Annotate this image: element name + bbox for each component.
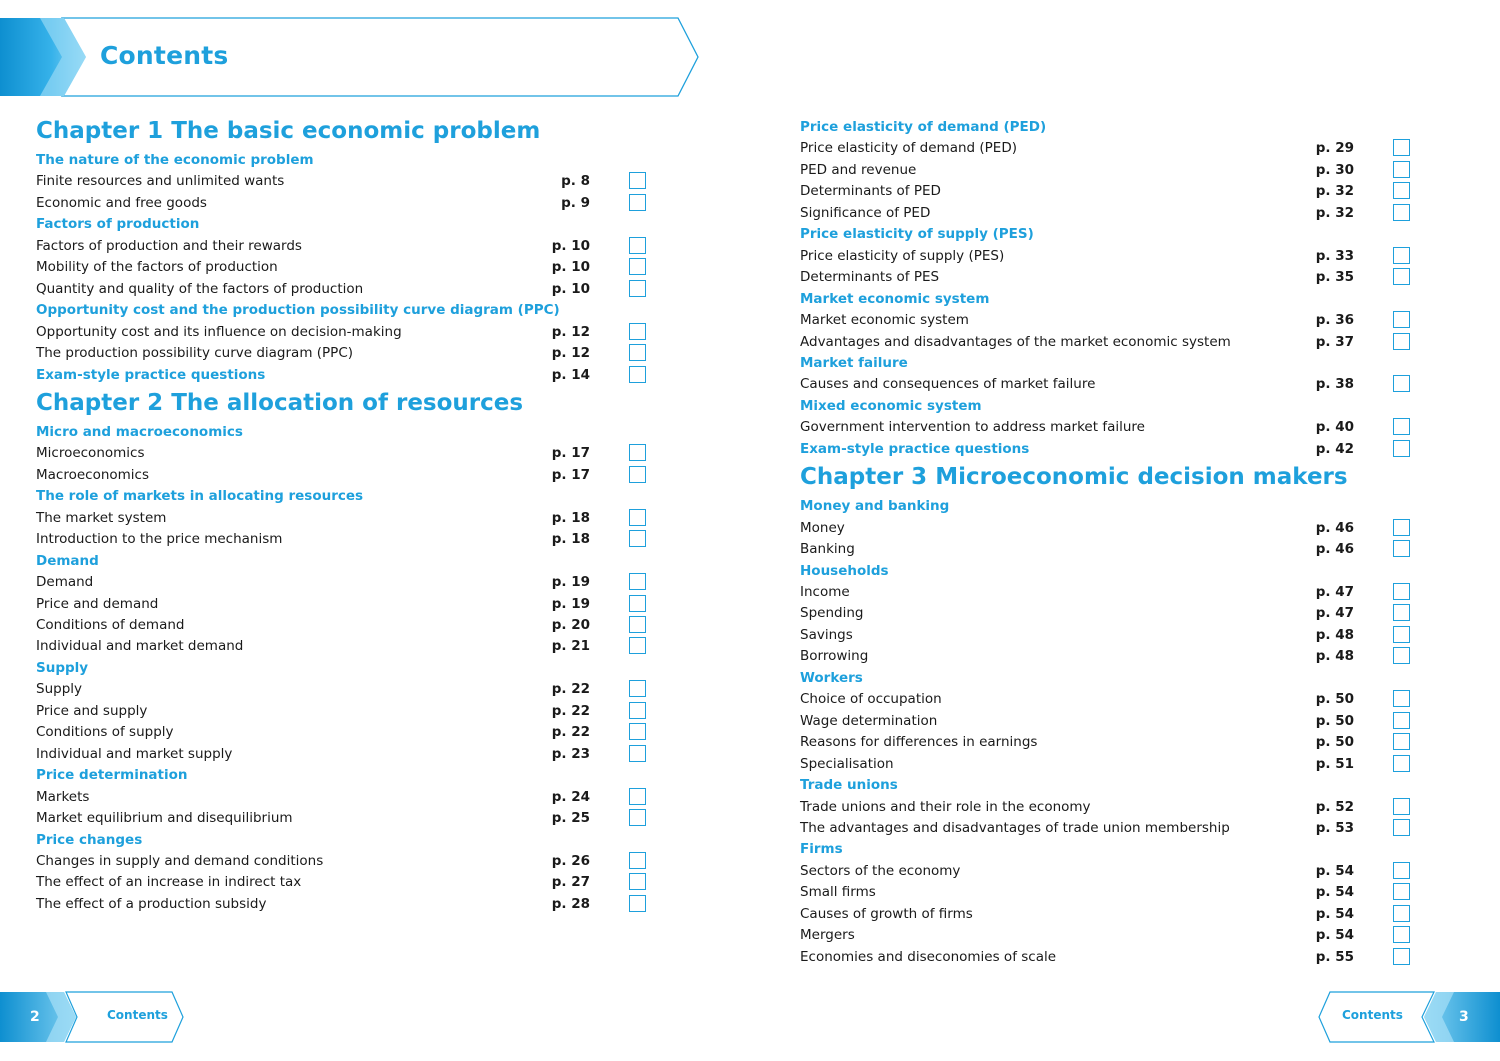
page-reference: p. 50 bbox=[1315, 691, 1354, 708]
revision-checkbox[interactable] bbox=[1393, 182, 1410, 199]
page-reference: p. 54 bbox=[1315, 927, 1354, 944]
page-reference: p. 51 bbox=[1315, 755, 1354, 772]
section-title: Price changes bbox=[36, 831, 143, 848]
topic-row bbox=[800, 181, 1410, 202]
section-title: Exam-style practice questions bbox=[800, 440, 1030, 457]
page-reference: p. 22 bbox=[551, 724, 590, 741]
revision-checkbox[interactable] bbox=[1393, 139, 1410, 156]
revision-checkbox[interactable] bbox=[629, 444, 646, 461]
revision-checkbox[interactable] bbox=[629, 723, 646, 740]
page-reference: p. 54 bbox=[1315, 862, 1354, 879]
section-title: Workers bbox=[800, 669, 863, 686]
topic-title: Quantity and quality of the factors of production bbox=[36, 280, 364, 297]
chapter-title: Chapter 2 The allocation of resources bbox=[36, 389, 524, 416]
topic-title: Significance of PED bbox=[800, 204, 931, 221]
topic-row bbox=[36, 894, 646, 915]
revision-checkbox[interactable] bbox=[629, 194, 646, 211]
revision-checkbox[interactable] bbox=[629, 509, 646, 526]
topic-row bbox=[800, 138, 1410, 159]
revision-checkbox[interactable] bbox=[629, 258, 646, 275]
section-heading bbox=[36, 422, 646, 443]
revision-checkbox[interactable] bbox=[1393, 311, 1410, 328]
section-title: The role of markets in allocating resources bbox=[36, 488, 364, 505]
page-number: 3 bbox=[1459, 1009, 1469, 1025]
page-reference: p. 14 bbox=[551, 366, 590, 383]
revision-checkbox[interactable] bbox=[629, 637, 646, 654]
topic-row bbox=[800, 374, 1410, 395]
page-reference: p. 23 bbox=[551, 745, 590, 762]
section-heading bbox=[36, 658, 646, 679]
section-heading bbox=[800, 353, 1410, 374]
page-reference: p. 35 bbox=[1315, 269, 1354, 286]
topic-row bbox=[36, 529, 646, 550]
revision-checkbox[interactable] bbox=[1393, 905, 1410, 922]
topic-title: Market economic system bbox=[800, 312, 969, 329]
revision-checkbox[interactable] bbox=[629, 745, 646, 762]
topic-row bbox=[36, 679, 646, 700]
page-reference: p. 48 bbox=[1315, 648, 1354, 665]
section-title: Price elasticity of supply (PES) bbox=[800, 226, 1034, 243]
page-reference: p. 9 bbox=[561, 194, 590, 211]
page-reference: p. 52 bbox=[1315, 798, 1354, 815]
page-reference: p. 50 bbox=[1315, 734, 1354, 751]
topic-title: Price elasticity of supply (PES) bbox=[800, 247, 1005, 264]
page-reference: p. 19 bbox=[551, 595, 590, 612]
revision-checkbox[interactable] bbox=[629, 702, 646, 719]
page-reference: p. 50 bbox=[1315, 712, 1354, 729]
section-title: Factors of production bbox=[36, 216, 200, 233]
page-reference: p. 10 bbox=[551, 237, 590, 254]
page-reference: p. 55 bbox=[1315, 948, 1354, 965]
revision-checkbox[interactable] bbox=[629, 366, 646, 383]
page-reference: p. 24 bbox=[551, 788, 590, 805]
topic-row bbox=[36, 701, 646, 722]
topic-title: Borrowing bbox=[800, 648, 869, 665]
topic-title: Finite resources and unlimited wants bbox=[36, 173, 285, 190]
page-reference: p. 32 bbox=[1315, 204, 1354, 221]
page-number: 2 bbox=[30, 1009, 40, 1025]
topic-row bbox=[800, 582, 1410, 603]
chapter-title: Chapter 1 The basic economic problem bbox=[36, 118, 541, 144]
revision-checkbox[interactable] bbox=[629, 466, 646, 483]
topic-row bbox=[36, 171, 646, 192]
section-title: Micro and macroeconomics bbox=[36, 423, 243, 440]
page-reference: p. 18 bbox=[551, 531, 590, 548]
revision-checkbox[interactable] bbox=[629, 680, 646, 697]
section-title: Opportunity cost and the production possibility curve diagram (PPC) bbox=[36, 302, 560, 319]
page-title: Contents bbox=[100, 41, 229, 70]
section-heading bbox=[36, 486, 646, 507]
section-title: Money and banking bbox=[800, 498, 950, 515]
revision-checkbox[interactable] bbox=[1393, 583, 1410, 600]
topic-row bbox=[800, 925, 1410, 946]
topic-row bbox=[800, 160, 1410, 181]
revision-checkbox[interactable] bbox=[1393, 647, 1410, 664]
topic-title: Market equilibrium and disequilibrium bbox=[36, 810, 293, 827]
section-title: Exam-style practice questions bbox=[36, 366, 266, 383]
page-reference: p. 53 bbox=[1315, 819, 1354, 836]
topic-title: Government intervention to address market failure bbox=[800, 419, 1145, 436]
topic-row bbox=[800, 267, 1410, 288]
revision-checkbox[interactable] bbox=[1393, 418, 1410, 435]
topic-row bbox=[800, 861, 1410, 882]
footer-right-arrow-graphic bbox=[1310, 990, 1500, 1044]
section-heading bbox=[36, 300, 646, 321]
section-heading bbox=[800, 496, 1410, 517]
page-reference: p. 29 bbox=[1315, 140, 1354, 157]
page-reference: p. 12 bbox=[551, 345, 590, 362]
topic-title: The market system bbox=[36, 509, 167, 526]
topic-title: Economic and free goods bbox=[36, 194, 207, 211]
revision-checkbox[interactable] bbox=[629, 530, 646, 547]
topic-title: The effect of a production subsidy bbox=[36, 895, 267, 912]
topic-title: Individual and market supply bbox=[36, 745, 233, 762]
revision-checkbox[interactable] bbox=[629, 595, 646, 612]
section-heading bbox=[36, 150, 646, 171]
revision-checkbox[interactable] bbox=[1393, 604, 1410, 621]
topic-title: Conditions of supply bbox=[36, 724, 174, 741]
topic-title: Determinants of PES bbox=[800, 269, 940, 286]
page-reference: p. 25 bbox=[551, 810, 590, 827]
section-title: Firms bbox=[800, 841, 843, 858]
page-reference: p. 46 bbox=[1315, 519, 1354, 536]
section-heading bbox=[800, 289, 1410, 310]
topic-row bbox=[800, 646, 1410, 667]
page-reference: p. 54 bbox=[1315, 884, 1354, 901]
page-reference: p. 20 bbox=[551, 617, 590, 633]
topic-row bbox=[36, 257, 646, 278]
topic-title: Reasons for differences in earnings bbox=[800, 734, 1038, 751]
footer-label: Contents bbox=[107, 1008, 168, 1022]
contents-header-banner bbox=[0, 0, 705, 100]
revision-checkbox[interactable] bbox=[1393, 333, 1410, 350]
topic-title: Advantages and disadvantages of the market economic system bbox=[800, 333, 1231, 350]
topic-title: Changes in supply and demand conditions bbox=[36, 852, 324, 869]
page-reference: p. 22 bbox=[551, 702, 590, 719]
section-heading bbox=[800, 839, 1410, 860]
chapter-title: Chapter 3 Microeconomic decision makers bbox=[800, 464, 1348, 491]
topic-title: Factors of production and their rewards bbox=[36, 237, 302, 254]
topic-title: Causes of growth of firms bbox=[800, 905, 973, 922]
topic-title: Spending bbox=[800, 605, 864, 622]
section-title: Trade unions bbox=[800, 777, 898, 794]
page-reference: p. 10 bbox=[551, 259, 590, 276]
page-reference: p. 28 bbox=[551, 895, 590, 912]
topic-title: Sectors of the economy bbox=[800, 862, 961, 879]
revision-checkbox[interactable] bbox=[1393, 948, 1410, 965]
topic-title: Economies and diseconomies of scale bbox=[800, 948, 1057, 965]
page-reference: p. 32 bbox=[1315, 183, 1354, 200]
section-title: The nature of the economic problem bbox=[36, 152, 314, 168]
topic-row bbox=[36, 465, 646, 486]
topic-title: Markets bbox=[36, 788, 90, 805]
revision-checkbox[interactable] bbox=[629, 344, 646, 361]
topic-title: Savings bbox=[800, 626, 853, 643]
page-reference: p. 27 bbox=[551, 874, 590, 891]
section-heading bbox=[36, 830, 646, 851]
revision-checkbox[interactable] bbox=[629, 616, 646, 633]
topic-row bbox=[36, 808, 646, 829]
page-reference: p. 8 bbox=[561, 173, 590, 190]
page-reference: p. 54 bbox=[1315, 905, 1354, 922]
topic-title: Microeconomics bbox=[36, 445, 145, 462]
section-title: Demand bbox=[36, 552, 99, 569]
topic-row bbox=[800, 711, 1410, 732]
topic-title: Causes and consequences of market failure bbox=[800, 376, 1096, 393]
section-title: Price elasticity of demand (PED) bbox=[800, 119, 1047, 135]
revision-checkbox[interactable] bbox=[1393, 755, 1410, 772]
topic-row bbox=[800, 882, 1410, 903]
section-heading bbox=[800, 439, 1410, 460]
revision-checkbox[interactable] bbox=[1393, 440, 1410, 457]
topic-title: Choice of occupation bbox=[800, 691, 942, 708]
topic-title: PED and revenue bbox=[800, 161, 917, 178]
topic-row bbox=[800, 947, 1410, 968]
page-reference: p. 21 bbox=[551, 638, 590, 655]
page-reference: p. 38 bbox=[1315, 376, 1354, 393]
topic-row bbox=[800, 625, 1410, 646]
page-reference: p. 37 bbox=[1315, 333, 1354, 350]
topic-row bbox=[36, 236, 646, 257]
topic-title: Money bbox=[800, 519, 845, 536]
topic-title: Specialisation bbox=[800, 755, 894, 772]
topic-title: Demand bbox=[36, 574, 94, 591]
topic-row bbox=[36, 872, 646, 893]
section-title: Supply bbox=[36, 659, 89, 676]
topic-row bbox=[800, 689, 1410, 710]
topic-title: Trade unions and their role in the economy bbox=[800, 798, 1091, 815]
section-heading bbox=[800, 775, 1410, 796]
revision-checkbox[interactable] bbox=[1393, 626, 1410, 643]
page-reference: p. 17 bbox=[551, 445, 590, 462]
revision-checkbox[interactable] bbox=[1393, 161, 1410, 178]
topic-row bbox=[800, 332, 1410, 353]
page-reference: p. 47 bbox=[1315, 584, 1354, 600]
page-reference: p. 36 bbox=[1315, 312, 1354, 329]
topic-row bbox=[36, 744, 646, 765]
topic-title: Price elasticity of demand (PED) bbox=[800, 140, 1017, 157]
page-reference: p. 19 bbox=[551, 574, 590, 591]
topic-title: Price and demand bbox=[36, 595, 159, 612]
revision-checkbox[interactable] bbox=[1393, 819, 1410, 836]
revision-checkbox[interactable] bbox=[1393, 247, 1410, 264]
revision-checkbox[interactable] bbox=[1393, 519, 1410, 536]
topic-row bbox=[36, 343, 646, 364]
section-heading bbox=[36, 365, 646, 386]
page-reference: p. 48 bbox=[1315, 626, 1354, 643]
chapter-heading bbox=[36, 388, 646, 418]
section-title: Market economic system bbox=[800, 290, 990, 307]
revision-checkbox[interactable] bbox=[629, 573, 646, 590]
revision-checkbox[interactable] bbox=[1393, 204, 1410, 221]
topic-row bbox=[800, 539, 1410, 560]
topic-title: The advantages and disadvantages of trade union membership bbox=[800, 819, 1230, 836]
page-reference: p. 18 bbox=[551, 509, 590, 526]
section-heading bbox=[36, 214, 646, 235]
topic-title: Income bbox=[800, 584, 850, 600]
topic-row bbox=[800, 797, 1410, 818]
revision-checkbox[interactable] bbox=[1393, 268, 1410, 285]
chapter-heading bbox=[800, 462, 1410, 492]
section-title: Households bbox=[800, 562, 889, 579]
revision-checkbox[interactable] bbox=[629, 788, 646, 805]
section-title: Price determination bbox=[36, 767, 188, 784]
topic-row bbox=[800, 310, 1410, 331]
section-title: Mixed economic system bbox=[800, 397, 982, 414]
topic-row bbox=[36, 851, 646, 872]
topic-row bbox=[36, 443, 646, 464]
topic-title: Wage determination bbox=[800, 712, 938, 729]
topic-title: Small firms bbox=[800, 884, 876, 901]
topic-row bbox=[36, 787, 646, 808]
footer-label: Contents bbox=[1342, 1008, 1403, 1022]
footer-right bbox=[1310, 990, 1500, 1044]
topic-row bbox=[800, 603, 1410, 624]
topic-title: The effect of an increase in indirect tax bbox=[36, 874, 302, 891]
revision-checkbox[interactable] bbox=[629, 280, 646, 297]
revision-checkbox[interactable] bbox=[629, 323, 646, 340]
page-reference: p. 33 bbox=[1315, 247, 1354, 264]
section-heading bbox=[36, 765, 646, 786]
revision-checkbox[interactable] bbox=[1393, 690, 1410, 707]
revision-checkbox[interactable] bbox=[629, 873, 646, 890]
page-reference: p. 46 bbox=[1315, 541, 1354, 558]
revision-checkbox[interactable] bbox=[629, 852, 646, 869]
revision-checkbox[interactable] bbox=[629, 895, 646, 912]
topic-row bbox=[800, 904, 1410, 925]
page-reference: p. 30 bbox=[1315, 161, 1354, 178]
topic-row bbox=[800, 246, 1410, 267]
page-reference: p. 42 bbox=[1315, 440, 1354, 457]
topic-title: Individual and market demand bbox=[36, 638, 244, 655]
revision-checkbox[interactable] bbox=[1393, 733, 1410, 750]
revision-checkbox[interactable] bbox=[1393, 883, 1410, 900]
section-heading bbox=[800, 668, 1410, 689]
topic-row bbox=[36, 594, 646, 615]
topic-row bbox=[800, 203, 1410, 224]
revision-checkbox[interactable] bbox=[1393, 926, 1410, 943]
topic-title: The production possibility curve diagram (PPC) bbox=[36, 345, 354, 362]
topic-title: Supply bbox=[36, 681, 83, 698]
page-reference: p. 47 bbox=[1315, 605, 1354, 622]
topic-row bbox=[800, 732, 1410, 753]
topic-row bbox=[36, 572, 646, 593]
revision-checkbox[interactable] bbox=[629, 237, 646, 254]
page-reference: p. 40 bbox=[1315, 419, 1354, 436]
topic-title: Mergers bbox=[800, 927, 855, 944]
page-reference: p. 17 bbox=[551, 466, 590, 483]
topic-row bbox=[800, 417, 1410, 438]
page-reference: p. 22 bbox=[551, 681, 590, 698]
topic-row bbox=[36, 279, 646, 300]
topic-title: Macroeconomics bbox=[36, 466, 150, 483]
revision-checkbox[interactable] bbox=[1393, 540, 1410, 557]
topic-title: Conditions of demand bbox=[36, 617, 185, 633]
revision-checkbox[interactable] bbox=[629, 172, 646, 189]
topic-row bbox=[36, 722, 646, 743]
revision-checkbox[interactable] bbox=[1393, 712, 1410, 729]
topic-row bbox=[36, 193, 646, 214]
topic-row bbox=[36, 322, 646, 343]
chapter-heading bbox=[36, 116, 646, 146]
revision-checkbox[interactable] bbox=[1393, 798, 1410, 815]
page-reference: p. 12 bbox=[551, 323, 590, 340]
section-heading bbox=[800, 224, 1410, 245]
section-heading bbox=[800, 561, 1410, 582]
topic-title: Determinants of PED bbox=[800, 183, 941, 200]
section-heading bbox=[800, 396, 1410, 417]
topic-title: Opportunity cost and its influence on decision-making bbox=[36, 323, 402, 340]
section-heading bbox=[800, 117, 1410, 138]
topic-row bbox=[36, 636, 646, 657]
section-title: Market failure bbox=[800, 354, 908, 371]
topic-row bbox=[800, 818, 1410, 839]
topic-title: Banking bbox=[800, 541, 855, 558]
footer-left bbox=[0, 990, 190, 1044]
topic-row bbox=[800, 754, 1410, 775]
topic-row bbox=[800, 518, 1410, 539]
topic-title: Price and supply bbox=[36, 702, 148, 719]
section-heading bbox=[36, 551, 646, 572]
topic-row bbox=[36, 615, 646, 636]
page-reference: p. 10 bbox=[551, 280, 590, 297]
topic-row bbox=[36, 508, 646, 529]
revision-checkbox[interactable] bbox=[1393, 375, 1410, 392]
revision-checkbox[interactable] bbox=[629, 809, 646, 826]
revision-checkbox[interactable] bbox=[1393, 862, 1410, 879]
page-reference: p. 26 bbox=[551, 852, 590, 869]
topic-title: Introduction to the price mechanism bbox=[36, 531, 283, 548]
topic-title: Mobility of the factors of production bbox=[36, 259, 278, 276]
